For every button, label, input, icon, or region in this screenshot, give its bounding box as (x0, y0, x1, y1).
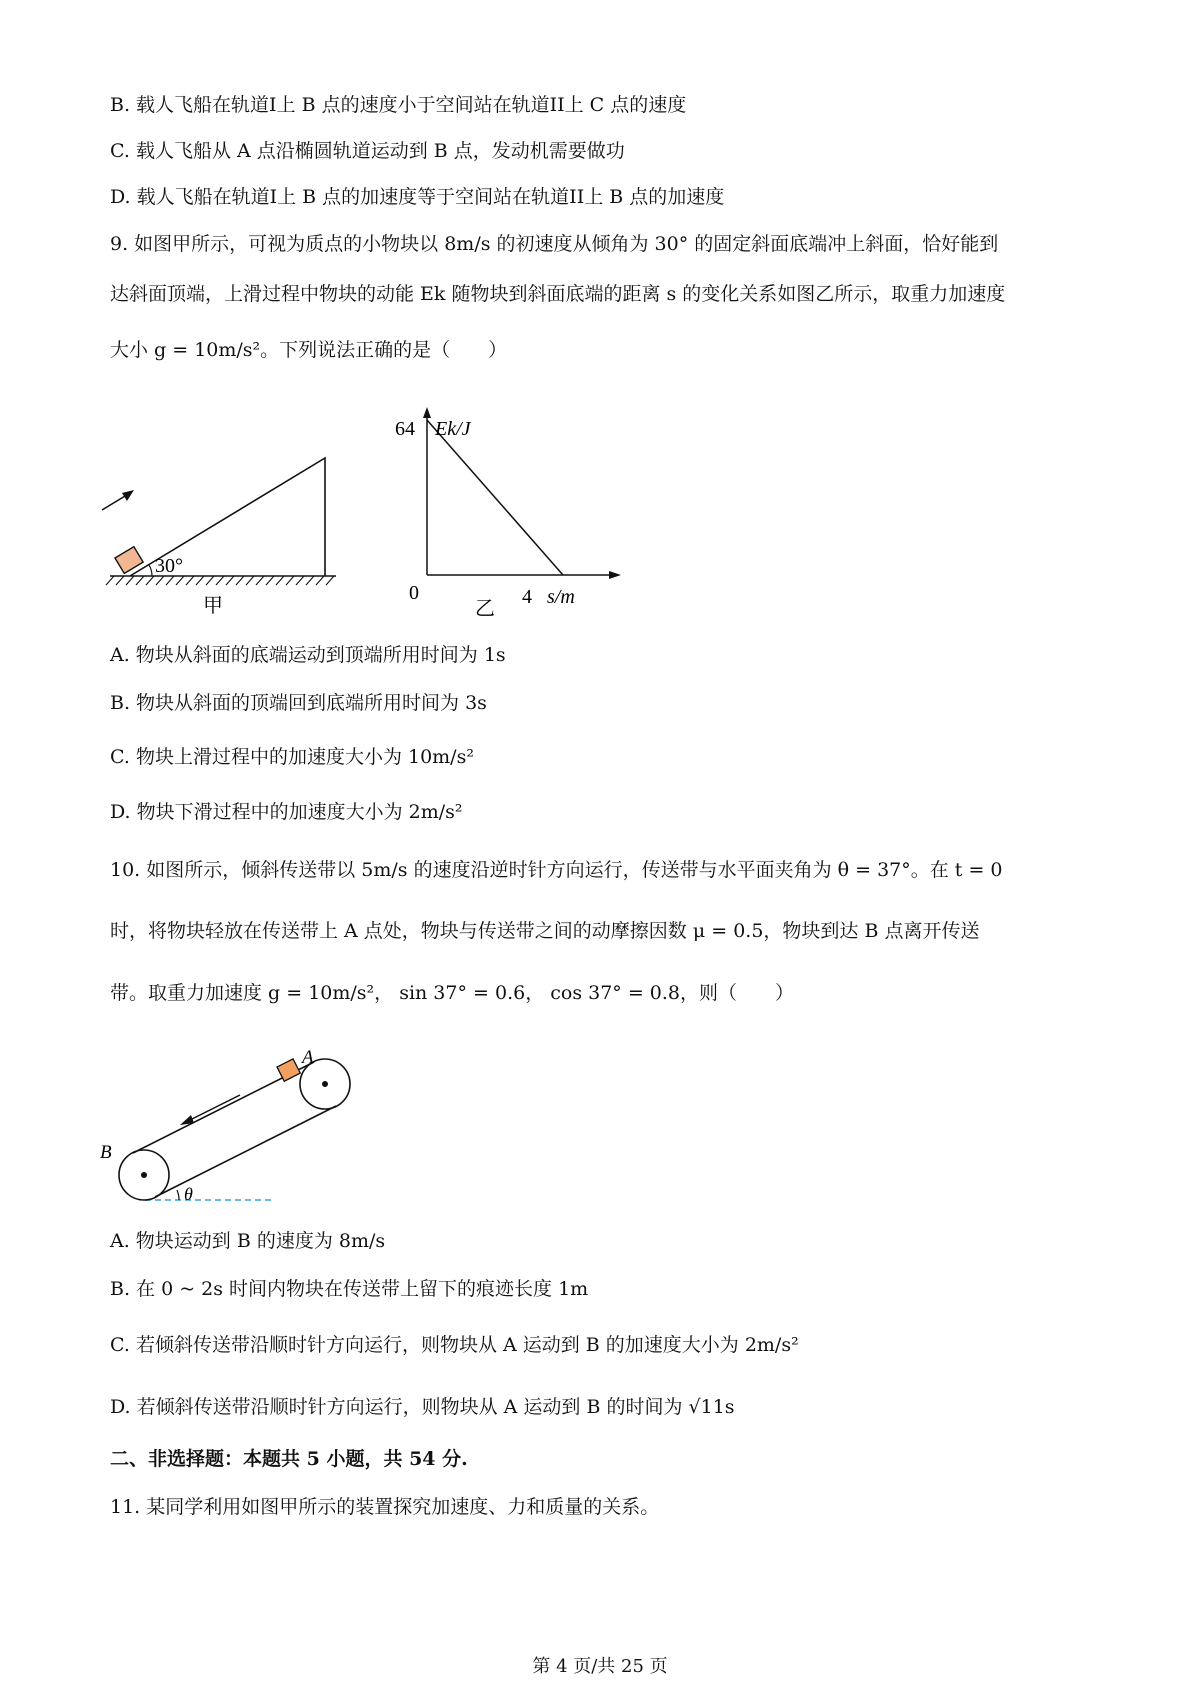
q8-option-b: B. 载人飞船在轨道I上 B 点的速度小于空间站在轨道II上 C 点的速度 (110, 94, 687, 116)
belt-bottom (155, 1106, 336, 1197)
q10-stem-line-2: 时，将物块轻放在传送带上 A 点处，物块与传送带之间的动摩擦因数 μ = 0.5，物块到达 B 点离开传送 (110, 920, 980, 942)
incline-ground (106, 576, 336, 585)
ek-line (427, 420, 563, 575)
x-tick-4: 4 (522, 586, 532, 608)
block (115, 547, 143, 574)
page-footer: 第 4 页/共 25 页 (532, 1656, 668, 1677)
q10-option-a: A. 物块运动到 B 的速度为 8m/s (110, 1230, 386, 1252)
q8-option-c: C. 载人飞船从 A 点沿椭圆轨道运动到 B 点，发动机需要做功 (110, 140, 625, 162)
motion-arrow (102, 490, 134, 510)
theta-arc (177, 1190, 179, 1200)
angle-arc (149, 565, 152, 576)
angle-label: 30° (155, 555, 183, 577)
x-axis-label: s/m (547, 586, 575, 608)
y-tick-64: 64 (395, 418, 415, 440)
q9-option-c: C. 物块上滑过程中的加速度大小为 10m/s² (110, 746, 474, 768)
label-b: B (100, 1142, 112, 1163)
q9-option-b: B. 物块从斜面的顶端回到底端所用时间为 3s (110, 692, 487, 714)
figure-caption-jia: 甲 (203, 595, 223, 617)
q10-stem-line-1: 10. 如图所示，倾斜传送带以 5m/s 的速度沿逆时针方向运行，传送带与水平面夹角为 θ = 37°。在 t = 0 (110, 859, 1003, 881)
ek-s-graph (395, 405, 655, 620)
block-a (277, 1059, 300, 1081)
label-a: A (302, 1047, 314, 1068)
q10-option-d: D. 若倾斜传送带沿顺时针方向运行，则物块从 A 运动到 B 的时间为 √11s (110, 1396, 735, 1418)
q10-option-b: B. 在 0 ~ 2s 时间内物块在传送带上留下的痕迹长度 1m (110, 1278, 589, 1300)
q8-option-d: D. 载人飞船在轨道I上 B 点的加速度等于空间站在轨道II上 B 点的加速度 (110, 186, 725, 208)
section-heading: 二、非选择题：本题共 5 小题，共 54 分. (110, 1448, 468, 1470)
q9-stem-line-3: 大小 g = 10m/s²。下列说法正确的是（ ） (110, 339, 508, 361)
incline-figure (100, 400, 340, 620)
q9-option-a: A. 物块从斜面的底端运动到顶端所用时间为 1s (110, 644, 506, 666)
label-theta: θ (184, 1184, 193, 1204)
conveyor-figure (100, 1030, 370, 1210)
q10-option-c: C. 若倾斜传送带沿顺时针方向运行，则物块从 A 运动到 B 的加速度大小为 2m/s² (110, 1334, 799, 1356)
q11-stem: 11. 某同学利用如图甲所示的装置探究加速度、力和质量的关系。 (110, 1496, 660, 1518)
y-axis-label: Ek/J (435, 418, 471, 440)
q9-stem-line-1: 9. 如图甲所示，可视为质点的小物块以 8m/s 的初速度从倾角为 30° 的固定斜面底端冲上斜面，恰好能到 (110, 233, 999, 255)
origin-label: 0 (409, 582, 419, 604)
q10-stem-line-3: 带。取重力加速度 g = 10m/s²， sin 37° = 0.6， cos 37° = 0.8，则（ ） (110, 982, 795, 1004)
q9-stem-line-2: 达斜面顶端，上滑过程中物块的动能 Ek 随物块到斜面底端的距离 s 的变化关系如图乙所示，取重力加速度 (110, 283, 1006, 305)
belt-direction-arrow (180, 1095, 240, 1125)
figure-caption-yi: 乙 (475, 598, 495, 620)
q9-option-d: D. 物块下滑过程中的加速度大小为 2m/s² (110, 801, 463, 823)
